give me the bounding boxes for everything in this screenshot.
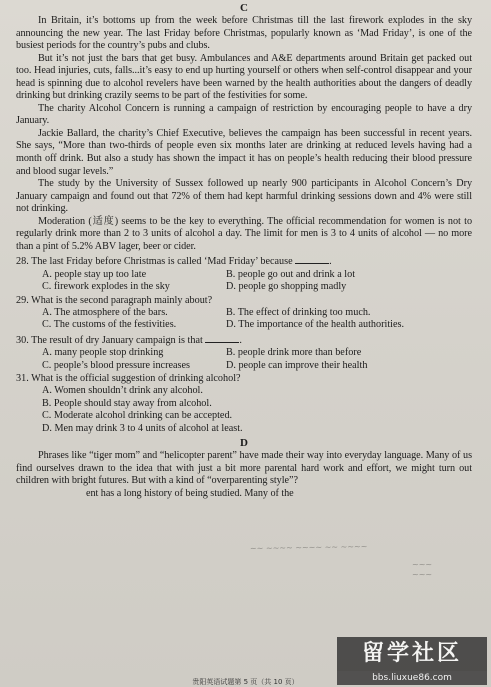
passage-c-paragraph-2: But it’s not just the bars that get busy. Ambulances and A&E departments around Britain get packed out too. Head injuries, cuts, falls...it’s easy to end up hurting yourself or others when self-control disappear and your head is spinning due to alcohol revelers have been warned by the health authorities about the dangers of deadly drinking but drinking crazily seems to be part of the festivities for some. <box>16 52 472 102</box>
option-c: C. The customs of the festivities. <box>42 319 177 331</box>
option-a: A. people stay up too late <box>42 268 147 280</box>
question-options <box>16 347 472 372</box>
question-31 <box>16 373 472 435</box>
passage-c-paragraph-5: The study by the University of Sussex followed up nearly 900 participants in Alcohol Concern’s Dry January campaign and found out that 72% of them had kept harmful drinking sessions down and 4% were still not drinking. <box>16 178 472 215</box>
question-29 <box>16 295 472 332</box>
faint-handwriting: ~~~ ~~~ <box>412 560 433 579</box>
option-a: A. The atmosphere of the bars. <box>42 307 168 319</box>
watermark-logo: 留学社区 <box>337 637 487 671</box>
passage-c-paragraph-6: Moderation (适度) seems to be the key to everything. The official recommendation for women is not to regularly drink more than 2 to 3 units of alcohol a day. The limit for men is 3 to 4 units of alcohol — no more than a pint of 5.2% ABV lager, beer or cider. <box>16 215 472 252</box>
question-stem: 28. The last Friday before Christmas is called ‘Mad Friday’ because . <box>16 256 332 268</box>
option-c: C. firework explodes in the sky <box>42 281 170 293</box>
passage-c-paragraph-1: In Britain, it’s bottoms up from the week before Christmas till the last firework explodes in the sky announcing the new year. The last Friday before Christmas, popularly known as ‘Mad Friday’, is one of the busiest periods for the country’s pubs and clubs. <box>16 15 472 52</box>
option-d: D. Men may drink 3 to 4 units of alcohol at least. <box>42 422 243 434</box>
watermark-url: bbs.liuxue86.com <box>337 671 487 685</box>
passage-d-paragraph-1: Phrases like “tiger mom” and “helicopter parent” have made their way into everyday language. Many of us find ourselves drawn to the idea that with just a bit more parental hard work and effort, we might turn out children with bright futures. But with a kind of “overparenting style”? <box>16 450 472 487</box>
option-a: A. many people stop drinking <box>42 347 164 359</box>
question-30 <box>16 333 472 372</box>
option-d: D. people go shopping madly <box>226 281 347 293</box>
option-c: C. Moderate alcohol drinking can be accepted. <box>42 410 233 422</box>
page-footer: 贵阳英语试题第 5 页（共 10 页） <box>192 678 299 686</box>
section-d-letter: D <box>240 437 248 450</box>
answer-blank <box>205 333 239 343</box>
question-stem: 29. What is the second paragraph mainly about? <box>16 294 213 306</box>
option-a: A. Women shouldn’t drink any alcohol. <box>42 385 203 397</box>
question-28 <box>16 254 472 293</box>
passage-c-paragraph-3: The charity Alcohol Concern is running a campaign of restriction by encouraging people to have a dry January. <box>16 102 472 127</box>
option-d: D. The importance of the health authorities. <box>226 319 405 331</box>
question-stem: 30. The result of dry January campaign is that . <box>16 334 242 346</box>
option-b: B. People should stay away from alcohol. <box>42 397 212 409</box>
option-b: B. people go out and drink a lot <box>226 268 356 280</box>
option-d: D. people can improve their health <box>226 359 368 371</box>
question-stem: 31. What is the official suggestion of drinking alcohol? <box>16 373 241 385</box>
option-b: B. The effect of drinking too much. <box>226 307 371 319</box>
question-options <box>16 269 472 294</box>
passage-c-paragraph-4: Jackie Ballard, the charity’s Chief Executive, believes the campaign has been successful in recent years. She says, “More than two-thirds of people even six months later are drinking at reduced levels having had a month off drink. But also a study has shown the impact it has on people’s health reducing their blood pressure and blood sugar levels.” <box>16 127 472 177</box>
section-c-letter: C <box>240 2 248 14</box>
question-options <box>16 307 472 332</box>
answer-blank <box>295 254 329 264</box>
option-c: C. people’s blood pressure increases <box>42 359 190 371</box>
site-watermark <box>337 637 487 685</box>
passage-d-cut-line: ent has a long history of being studied. Many of the <box>86 487 294 499</box>
faint-handwriting: ~~ ~~~~ ~~~~ ~~ ~~~~ <box>249 541 368 554</box>
option-b: B. people drink more than before <box>226 347 362 359</box>
